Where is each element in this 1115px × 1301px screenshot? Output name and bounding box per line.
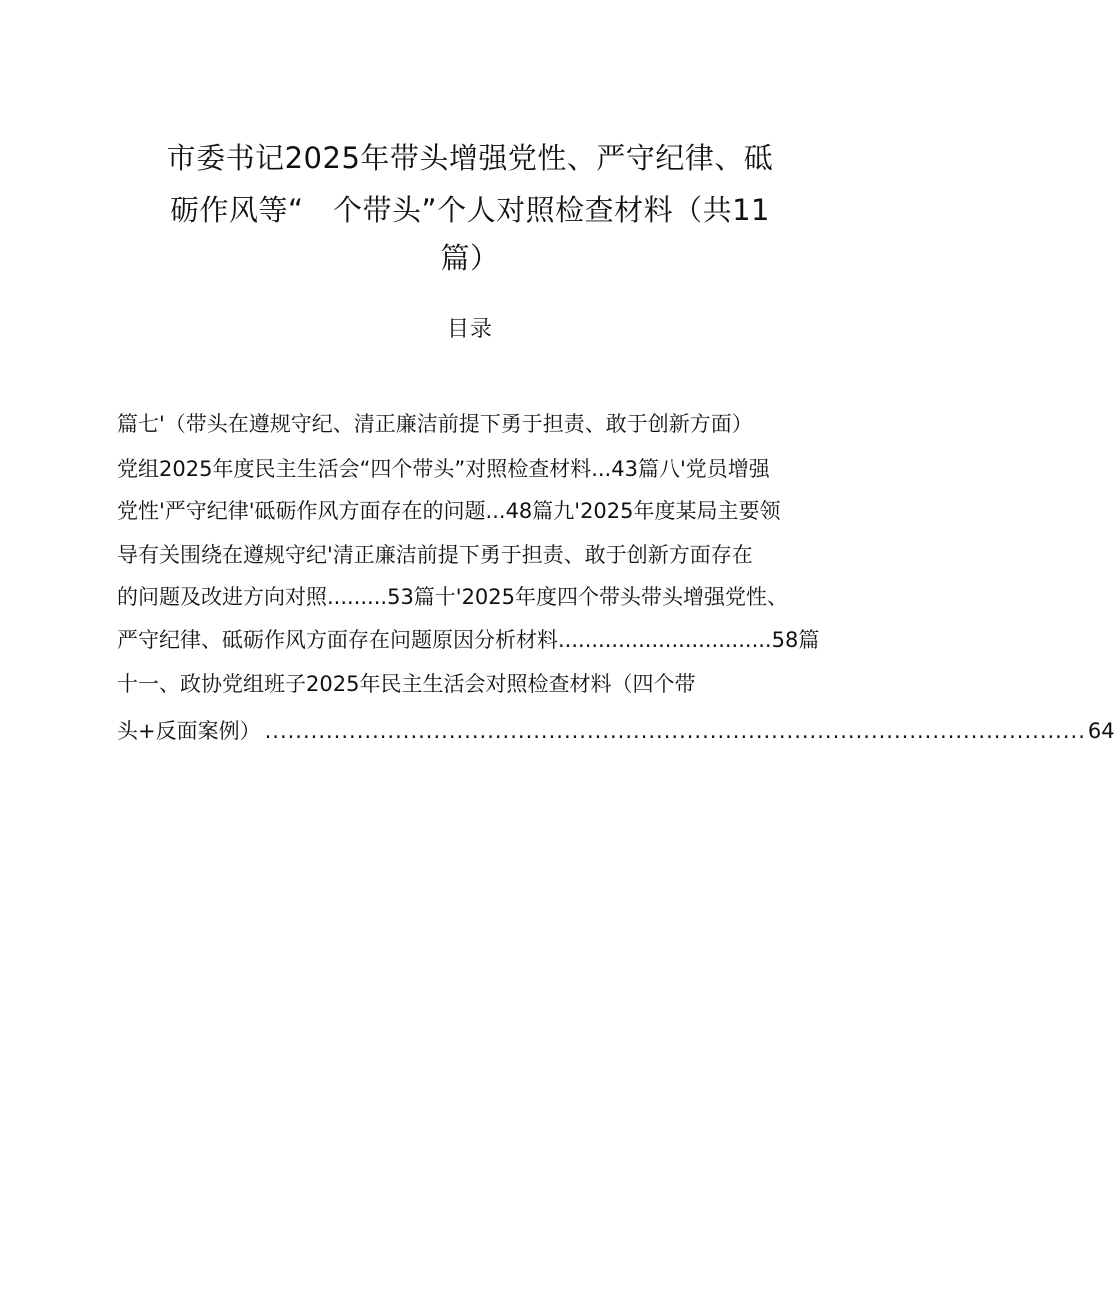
toc-entry-line: 篇七'（带头在遵规守纪、清正廉洁前提下勇于担责、敢于创新方面） bbox=[117, 412, 753, 436]
document-title-line-3: 篇） bbox=[440, 241, 500, 275]
toc-entry-line: 导有关围绕在遵规守纪'清正廉洁前提下勇于担责、敢于创新方面存在 bbox=[117, 543, 753, 567]
toc-page-number: 64 bbox=[1087, 719, 1115, 743]
toc-entry-line: 党性'严守纪律'砥砺作风方面存在的问题...48篇九'2025年度某局主要领 bbox=[117, 499, 781, 523]
toc-leader-dots: ........................................................................................................... bbox=[264, 719, 1086, 743]
document-title-line-1: 市委书记2025年带头增强党性、严守纪律、砥 bbox=[166, 141, 774, 175]
toc-entry-line: 党组2025年度民主生活会“四个带头”对照检查材料...43篇八'党员增强 bbox=[117, 457, 770, 481]
toc-entry-line: 的问题及改进方向对照.........53篇十'2025年度四个带头带头增强党性、 bbox=[117, 585, 789, 609]
toc-entry-line: 十一、政协党组班子2025年民主生活会对照检查材料（四个带 bbox=[117, 672, 696, 696]
toc-last-entry bbox=[117, 711, 1115, 751]
toc-last-entry-text: 头+反面案例） bbox=[117, 719, 261, 743]
toc-heading: 目录 bbox=[446, 317, 493, 342]
document-title-line-2: 砺作风等“ 个带头”个人对照检查材料（共11 bbox=[170, 193, 770, 227]
toc-entry-line: 严守纪律、砥砺作风方面存在问题原因分析材料................................58篇 bbox=[117, 628, 820, 652]
